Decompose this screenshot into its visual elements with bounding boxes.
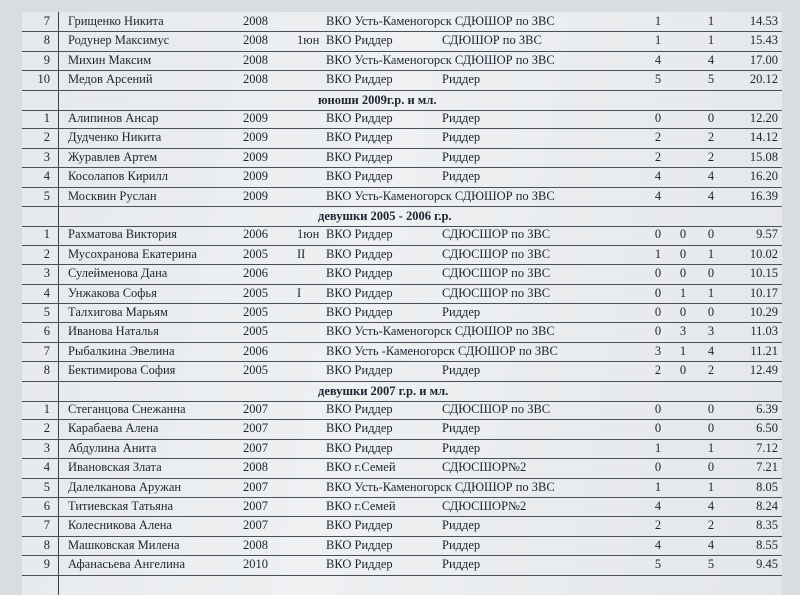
cell-year: 2009: [243, 130, 268, 145]
cell-year: 2005: [243, 305, 268, 319]
cell-name: Дудченко Никита: [68, 130, 162, 145]
cell-c: 4: [707, 169, 715, 184]
cell-num: 1: [43, 111, 50, 125]
cell-a: 0: [654, 421, 662, 436]
cell-num: 7: [43, 518, 50, 533]
cell-year: 2005: [243, 324, 268, 339]
section-title: девушки 2005 - 2006 г.р.: [318, 209, 452, 223]
cell-time: 8.35: [756, 518, 778, 533]
section-title: юноши 2009г.р. и мл.: [318, 92, 437, 107]
cell-num: 10: [37, 72, 50, 87]
cell-c: 0: [707, 402, 715, 416]
cell-club: СДЮСШОР по ЗВС: [442, 227, 551, 242]
cell-a: 2: [654, 149, 662, 164]
cell-year: 2009: [243, 111, 268, 125]
cell-a: 4: [654, 169, 662, 184]
cell-club: СДЮСШОР№2: [442, 499, 527, 513]
cell-region: ВКО Риддер: [326, 246, 393, 261]
cell-region: ВКО Риддер: [326, 111, 393, 125]
table-row: [22, 536, 782, 556]
cell-region: ВКО Риддер: [326, 518, 393, 533]
cell-num: 2: [43, 246, 50, 261]
cell-region: ВКО г.Семей: [326, 460, 396, 475]
cell-c: 2: [707, 518, 715, 533]
cell-club: Риддер: [442, 130, 481, 145]
cell-num: 2: [43, 421, 50, 436]
cell-c: 3: [707, 324, 715, 339]
table-row: [22, 225, 782, 245]
cell-name: Москвин Руслан: [68, 188, 157, 203]
cell-year: 2009: [243, 149, 268, 164]
cell-time: 9.45: [756, 557, 778, 572]
cell-year: 2009: [243, 188, 268, 203]
cell-num: 5: [43, 479, 50, 494]
cell-rank: 1юн: [297, 33, 320, 48]
cell-region: ВКО Риддер: [326, 72, 393, 87]
cell-year: 2005: [243, 363, 268, 378]
cell-a: 4: [654, 537, 662, 552]
cell-c: 2: [707, 130, 715, 145]
cell-club: СДЮСШОР по ЗВС: [442, 246, 551, 261]
table-row: [22, 31, 782, 51]
cell-a: 2: [654, 130, 662, 145]
cell-club: СДЮСШОР№2: [442, 460, 527, 475]
cell-year: 2007: [243, 499, 268, 513]
cell-year: 2005: [243, 246, 268, 261]
cell-a: 4: [654, 188, 662, 203]
cell-a: 2: [654, 518, 662, 533]
cell-num: 1: [43, 402, 50, 416]
cell-num: 9: [43, 52, 50, 67]
cell-name: Журавлев Артем: [68, 149, 158, 164]
cell-region: ВКО Усть-Каменогорск СДЮШОР по ЗВС: [326, 52, 555, 67]
cell-region: ВКО Усть-Каменогорск СДЮШОР по ЗВС: [326, 324, 555, 339]
cell-c: 0: [707, 266, 715, 281]
cell-c: 4: [707, 499, 715, 513]
cell-name: Бектимирова София: [68, 363, 176, 378]
cell-region: ВКО Риддер: [326, 149, 393, 164]
cell-club: СДЮШОР по ЗВС: [442, 33, 542, 48]
cell-time: 12.49: [749, 363, 778, 378]
cell-region: ВКО Усть-Каменогорск СДЮШОР по ЗВС: [326, 14, 555, 28]
cell-region: ВКО Риддер: [326, 557, 393, 572]
cell-c: 2: [707, 363, 715, 378]
cell-region: ВКО г.Семей: [326, 499, 396, 513]
cell-name: Карабаева Алена: [68, 421, 159, 436]
cell-a: 1: [654, 440, 662, 455]
cell-a: 3: [654, 343, 662, 358]
cell-c: 0: [707, 227, 715, 242]
cell-a: 0: [654, 111, 662, 125]
cell-num: 9: [43, 557, 50, 572]
cell-b: 1: [679, 285, 687, 300]
cell-name: Рыбалкина Эвелина: [68, 343, 175, 358]
cell-club: Риддер: [442, 537, 481, 552]
table-row: [22, 419, 782, 439]
cell-time: 10.29: [749, 305, 778, 319]
cell-name: Абдулина Анита: [68, 440, 157, 455]
table-row: [22, 148, 782, 168]
cell-num: 4: [43, 285, 50, 300]
cell-c: 5: [707, 72, 715, 87]
cell-year: 2005: [243, 285, 268, 300]
cell-a: 0: [654, 266, 662, 281]
table-row: [22, 284, 782, 304]
cell-year: 2008: [243, 33, 268, 48]
cell-club: Риддер: [442, 518, 481, 533]
cell-num: 5: [43, 305, 50, 319]
cell-time: 11.03: [750, 324, 778, 339]
cell-club: Риддер: [442, 557, 481, 572]
cell-name: Талхигова Марьям: [68, 305, 168, 319]
table-row: [22, 458, 782, 478]
table-row: [22, 361, 782, 381]
cell-time: 9.57: [756, 227, 778, 242]
cell-name: Грищенко Никита: [68, 14, 164, 28]
cell-a: 0: [654, 305, 662, 319]
cell-b: 1: [679, 343, 687, 358]
cell-club: Риддер: [442, 421, 481, 436]
cell-num: 8: [43, 363, 50, 378]
cell-time: 11.21: [750, 343, 778, 358]
cell-time: 8.24: [756, 499, 778, 513]
cell-name: Ивановская Злата: [68, 460, 162, 475]
cell-c: 1: [707, 246, 715, 261]
cell-time: 6.39: [756, 402, 778, 416]
table-row: [22, 128, 782, 148]
cell-a: 0: [654, 285, 662, 300]
cell-name: Колесникова Алена: [68, 518, 172, 533]
cell-name: Косолапов Кирилл: [68, 169, 168, 184]
cell-a: 4: [654, 52, 662, 67]
cell-year: 2008: [243, 52, 268, 67]
cell-club: СДЮСШОР по ЗВС: [442, 285, 551, 300]
cell-a: 0: [654, 324, 662, 339]
cell-num: 7: [43, 343, 50, 358]
cell-club: Риддер: [442, 363, 481, 378]
cell-region: ВКО Риддер: [326, 266, 393, 281]
cell-year: 2008: [243, 460, 268, 475]
cell-club: Риддер: [442, 440, 481, 455]
cell-a: 2: [654, 363, 662, 378]
cell-time: 14.53: [749, 14, 778, 28]
cell-time: 10.02: [749, 246, 778, 261]
cell-club: Риддер: [442, 111, 481, 125]
cell-name: Стеганцова Снежанна: [68, 402, 186, 416]
cell-a: 5: [654, 557, 662, 572]
cell-b: 0: [679, 266, 687, 281]
section-title: девушки 2007 г.р. и мл.: [318, 383, 449, 398]
table-row: [22, 322, 782, 342]
cell-num: 3: [43, 440, 50, 455]
cell-time: 17.00: [749, 52, 778, 67]
cell-a: 1: [654, 246, 662, 261]
cell-time: 8.05: [756, 479, 778, 494]
cell-time: 7.12: [756, 440, 778, 455]
cell-name: Алипинов Ансар: [68, 111, 159, 125]
table-row: [22, 478, 782, 498]
cell-num: 6: [43, 324, 50, 339]
cell-club: Риддер: [442, 72, 481, 87]
cell-region: ВКО Риддер: [326, 33, 393, 48]
cell-num: 1: [43, 227, 50, 242]
cell-region: ВКО Риддер: [326, 130, 393, 145]
cell-c: 0: [707, 111, 715, 125]
cell-region: ВКО Усть-Каменогорск СДЮШОР по ЗВС: [326, 479, 555, 494]
cell-time: 15.08: [749, 149, 778, 164]
table-row: [22, 167, 782, 187]
cell-num: 8: [43, 537, 50, 552]
cell-year: 2007: [243, 421, 268, 436]
cell-c: 1: [707, 479, 715, 494]
cell-c: 4: [707, 52, 715, 67]
cell-name: Машковская Милена: [68, 537, 180, 552]
cell-time: 12.20: [749, 111, 778, 125]
cell-time: 8.55: [756, 537, 778, 552]
cell-time: 15.43: [749, 33, 778, 48]
table-row: [22, 51, 782, 71]
cell-name: Унжакова Софья: [68, 285, 157, 300]
table-row: [22, 516, 782, 536]
cell-num: 6: [43, 499, 50, 513]
cell-b: 0: [679, 363, 687, 378]
cell-c: 2: [707, 149, 715, 164]
cell-a: 1: [654, 479, 662, 494]
table-row: [22, 12, 782, 32]
section-header: [22, 381, 782, 402]
table-row: [22, 264, 782, 284]
cell-year: 2006: [243, 343, 268, 358]
cell-c: 5: [707, 557, 715, 572]
cell-rank: 1юн: [297, 227, 320, 242]
cell-region: ВКО Риддер: [326, 402, 393, 416]
cell-year: 2008: [243, 537, 268, 552]
cell-region: ВКО Риддер: [326, 537, 393, 552]
table-row: [22, 555, 782, 575]
cell-region: ВКО Усть -Каменогорск СДЮШОР по ЗВС: [326, 343, 558, 358]
cell-a: 0: [654, 460, 662, 475]
cell-club: Риддер: [442, 149, 481, 164]
cell-c: 1: [707, 33, 715, 48]
cell-c: 1: [707, 285, 715, 300]
cell-time: 7.21: [756, 460, 778, 475]
cell-club: СДЮСШОР по ЗВС: [442, 402, 551, 416]
table-row: [22, 439, 782, 459]
table-row: [22, 70, 782, 90]
cell-a: 0: [654, 227, 662, 242]
table-row: [22, 109, 782, 129]
table-row: [22, 400, 782, 420]
cell-name: Медов Арсений: [68, 72, 153, 87]
cell-club: Риддер: [442, 305, 481, 319]
cell-region: ВКО Риддер: [326, 363, 393, 378]
cell-a: 5: [654, 72, 662, 87]
cell-num: 4: [43, 169, 50, 184]
cell-year: 2008: [243, 14, 268, 28]
cell-rank: I: [297, 285, 302, 300]
cell-c: 4: [707, 537, 715, 552]
cell-region: ВКО Риддер: [326, 285, 393, 300]
cell-year: 2007: [243, 440, 268, 455]
cell-c: 0: [707, 305, 715, 319]
cell-time: 14.12: [749, 130, 778, 145]
cell-c: 0: [707, 421, 715, 436]
cell-b: 3: [679, 324, 687, 339]
table-row: [22, 303, 782, 323]
cell-num: 3: [43, 149, 50, 164]
table-row: [22, 245, 782, 265]
cell-b: 0: [679, 227, 687, 242]
cell-time: 10.15: [749, 266, 778, 281]
cell-a: 4: [654, 499, 662, 513]
cell-num: 4: [43, 460, 50, 475]
cell-c: 1: [707, 440, 715, 455]
cell-num: 3: [43, 266, 50, 281]
cell-name: Рахматова Виктория: [68, 227, 177, 242]
cell-name: Сулейменова Дана: [68, 266, 168, 281]
cell-a: 1: [654, 14, 662, 28]
cell-year: 2007: [243, 402, 268, 416]
cell-time: 20.12: [749, 72, 778, 87]
cell-region: ВКО Риддер: [326, 305, 393, 319]
cell-name: Афанасьева Ангелина: [68, 557, 186, 572]
cell-name: Родунер Максимус: [68, 33, 170, 48]
cell-time: 16.20: [749, 169, 778, 184]
cell-name: Титиевская Татьяна: [68, 499, 174, 513]
results-sheet: [22, 12, 782, 595]
cell-name: Далелканова Аружан: [68, 479, 182, 494]
table-row: [22, 497, 782, 517]
cell-region: ВКО Риддер: [326, 421, 393, 436]
cell-time: 6.50: [756, 421, 778, 436]
table-row: [22, 187, 782, 207]
section-header: [22, 206, 782, 227]
cell-num: 2: [43, 130, 50, 145]
cell-year: 2007: [243, 518, 268, 533]
cell-c: 0: [707, 460, 715, 475]
cell-club: Риддер: [442, 169, 481, 184]
cell-c: 4: [707, 188, 715, 203]
cell-b: 0: [679, 246, 687, 261]
table-row: [22, 342, 782, 362]
cell-region: ВКО Риддер: [326, 440, 393, 455]
cell-name: Иванова Наталья: [68, 324, 159, 339]
cell-time: 16.39: [749, 188, 778, 203]
cell-club: СДЮСШОР по ЗВС: [442, 266, 551, 281]
cell-year: 2009: [243, 169, 268, 184]
cell-year: 2007: [243, 479, 268, 494]
cell-year: 2006: [243, 227, 268, 242]
cell-year: 2006: [243, 266, 268, 281]
section-header: [22, 90, 782, 111]
cell-c: 4: [707, 343, 715, 358]
cell-c: 1: [707, 14, 715, 28]
cell-a: 0: [654, 402, 662, 416]
cell-year: 2010: [243, 557, 268, 572]
cell-num: 5: [43, 188, 50, 203]
cell-year: 2008: [243, 72, 268, 87]
cell-num: 8: [43, 33, 50, 48]
cell-region: ВКО Усть-Каменогорск СДЮШОР по ЗВС: [326, 188, 555, 203]
cell-time: 10.17: [749, 285, 778, 300]
cell-a: 1: [654, 33, 662, 48]
cell-b: 0: [679, 305, 687, 319]
cell-region: ВКО Риддер: [326, 169, 393, 184]
cell-name: Мусохранова Екатерина: [68, 246, 197, 261]
cell-rank: II: [297, 246, 306, 261]
cell-num: 7: [43, 14, 50, 28]
cell-name: Михин Максим: [68, 52, 152, 67]
cell-region: ВКО Риддер: [326, 227, 393, 242]
